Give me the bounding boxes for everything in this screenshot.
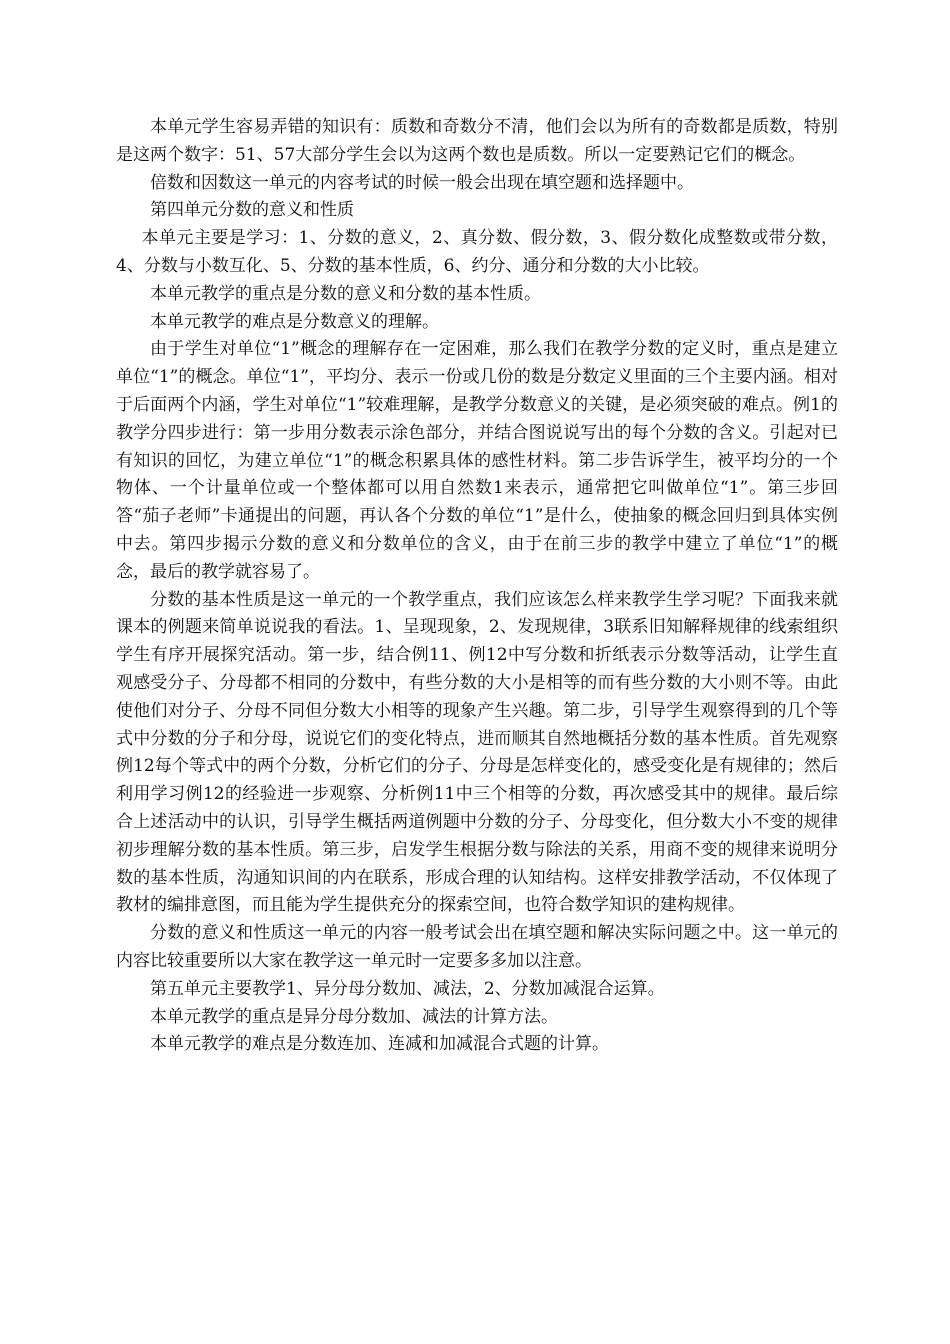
document-body (116, 114, 838, 1059)
paragraph-unit5-difficulty: 本单元教学的难点是分数连加、连减和加减混合式题的计算。 (150, 1034, 609, 1055)
paragraph-unit4-key-point: 本单元教学的重点是分数的意义和分数的基本性质。 (150, 283, 541, 304)
paragraph-unit4-content: 本单元主要是学习：1、分数的意义，2、真分数、假分数，3、假分数化成整数或带分数，4、分数与小数互化、5、分数的基本性质，6、约分、通分和分数的大小比较。 (116, 228, 838, 276)
section-heading-unit4: 第四单元分数的意义和性质 (150, 200, 354, 221)
paragraph-unit4-difficulty: 本单元教学的难点是分数意义的理解。 (150, 311, 439, 332)
paragraph-basic-property: 分数的基本性质是这一单元的一个教学重点，我们应该怎么样来教学生学习呢？下面我来就课本的例题来简单说说我的看法。1、呈现现象，2、发现规律，3联系旧知解释规律的线索组织学生有序开展探究活动。第一步，结合例11、例12中写分数和折纸表示分数等活动，让学生直观感受分子、分母都不相同的分数中，有些分数的大小是相等的而有些分数的大小则不等。由此使他们对分子、分母不同但分数大小相等的现象产生兴趣。第二步，引导学生观察得到的几个等式中分数的分子和分母，说说它们的变化特点，进而顺其自然地概括分数的基本性质。首先观察例12每个等式中的两个分数，分析它们的分子、分母是怎样变化的，感受变化是有规律的；然后利用学习例12的经验进一步观察、分析例11中三个相等的分数，再次感受其中的规律。最后综合上述活动中的认识，引导学生概括两道例题中分数的分子、分母变化，但分数大小不变的规律初步理解分数的基本性质。第三步，启发学生根据分数与除法的关系，用商不变的规律来说明分数的基本性质，沟通知识间的内在联系，形成合理的认知结构。这样安排教学活动，不仅体现了教材的编排意图，而且能为学生提供充分的探索空间，也符合数学知识的建构规律。 (116, 589, 838, 916)
paragraph-exam-note-unit3: 倍数和因数这一单元的内容考试的时候一般会出现在填空题和选择题中。 (150, 172, 694, 193)
paragraph-unit5-key-point: 本单元教学的重点是异分母分数加、减法的计算方法。 (150, 1006, 558, 1027)
paragraph-unit5-content: 第五单元主要教学1、异分母分数加、减法，2、分数加减混合运算。 (150, 978, 665, 999)
paragraph-unit-one-concept: 由于学生对单位“1”概念的理解存在一定困难，那么我们在教学分数的定义时，重点是建立单位“1”的概念。单位“1”，平均分、表示一份或几份的数是分数定义里面的三个主要内涵。相对于后面两个内涵，学生对单位“1”较难理解，是教学分数意义的关键，是必须突破的难点。例1的教学分四步进行：第一步用分数表示涂色部分，并结合图说说写出的每个分数的含义。引起对已有知识的回忆，为建立单位“1”的概念积累具体的感性材料。第二步告诉学生，被平均分的一个物体、一个计量单位或一个整体都可以用自然数1来表示，通常把它叫做单位“1”。第三步回答“茄子老师”卡通提出的问题，再认各个分数的单位“1”是什么，使抽象的概念回归到具体实例中去。第四步揭示分数的意义和分数单位的含义，由于在前三步的教学中建立了单位“1”的概念，最后的教学就容易了。 (116, 339, 838, 582)
paragraph-exam-note-unit4: 分数的意义和性质这一单元的内容一般考试会出在填空题和解决实际问题之中。这一单元的内容比较重要所以大家在教学这一单元时一定要多多加以注意。 (116, 923, 838, 971)
paragraph-common-mistakes: 本单元学生容易弄错的知识有：质数和奇数分不清，他们会以为所有的奇数都是质数，特别是这两个数字：51、57大部分学生会以为这两个数也是质数。所以一定要熟记它们的概念。 (116, 117, 838, 165)
